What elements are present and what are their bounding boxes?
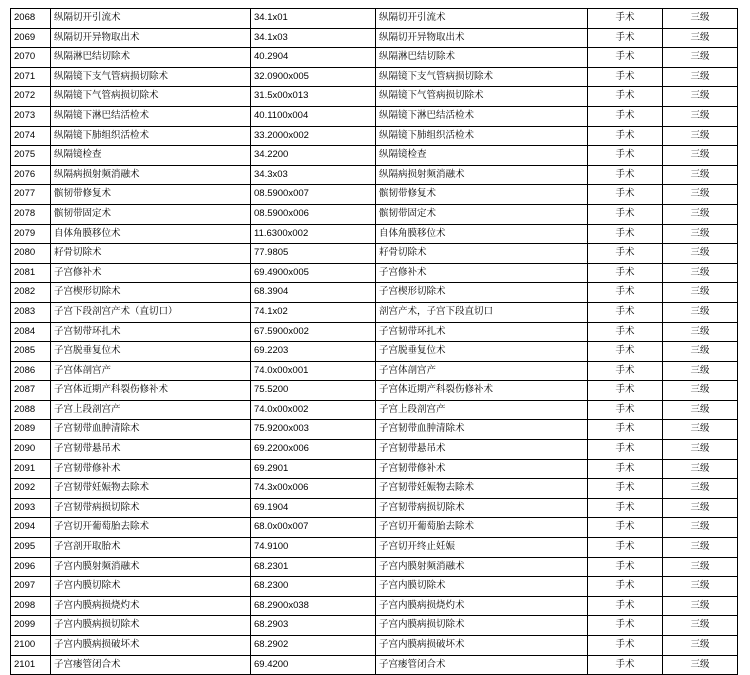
cell-level: 三级 [663,244,738,264]
table-row [11,538,738,558]
cell-level: 三级 [663,420,738,440]
cell-code: 74.1x02 [251,302,376,322]
cell-name: 自体角膜移位术 [51,224,251,244]
cell-alt-name: 子宫脱垂复位术 [376,342,588,362]
cell-level: 三级 [663,106,738,126]
cell-alt-name: 子宫楔形切除术 [376,283,588,303]
cell-code: 32.0900x005 [251,67,376,87]
cell-alt-name: 子宫修补术 [376,263,588,283]
cell-id: 2098 [11,596,51,616]
table-row [11,106,738,126]
cell-alt-name: 纵隔镜下肺组织活检术 [376,126,588,146]
cell-type: 手术 [588,518,663,538]
cell-type: 手术 [588,244,663,264]
cell-name: 子宫体剖宫产 [51,361,251,381]
cell-id: 2068 [11,9,51,29]
cell-alt-name: 子宫内膜病损切除术 [376,616,588,636]
cell-level: 三级 [663,67,738,87]
table-row [11,322,738,342]
cell-alt-name: 子宫韧带悬吊术 [376,440,588,460]
cell-type: 手术 [588,577,663,597]
cell-level: 三级 [663,48,738,68]
cell-id: 2095 [11,538,51,558]
cell-alt-name: 纵隔切开引流术 [376,9,588,29]
cell-level: 三级 [663,440,738,460]
table-row [11,224,738,244]
table-row [11,126,738,146]
cell-level: 三级 [663,557,738,577]
cell-id: 2085 [11,342,51,362]
cell-type: 手术 [588,204,663,224]
cell-type: 手术 [588,636,663,656]
cell-type: 手术 [588,655,663,675]
table-row [11,302,738,322]
cell-name: 子宫韧带悬吊术 [51,440,251,460]
cell-code: 68.2301 [251,557,376,577]
table-row [11,283,738,303]
table-row [11,636,738,656]
cell-level: 三级 [663,479,738,499]
cell-alt-name: 子宫切开终止妊娠 [376,538,588,558]
cell-level: 三级 [663,518,738,538]
cell-type: 手术 [588,146,663,166]
table-row [11,577,738,597]
cell-alt-name: 子宫体剖宫产 [376,361,588,381]
cell-id: 2076 [11,165,51,185]
cell-code: 74.9100 [251,538,376,558]
cell-name: 纵隔淋巴结切除术 [51,48,251,68]
cell-level: 三级 [663,322,738,342]
cell-type: 手术 [588,322,663,342]
cell-type: 手术 [588,596,663,616]
cell-type: 手术 [588,106,663,126]
cell-level: 三级 [663,577,738,597]
cell-name: 子宫内膜切除术 [51,577,251,597]
cell-name: 子宫修补术 [51,263,251,283]
cell-name: 髌韧带修复术 [51,185,251,205]
cell-id: 2075 [11,146,51,166]
table-row [11,263,738,283]
cell-alt-name: 纵隔镜下淋巴结活检术 [376,106,588,126]
cell-alt-name: 子宫内膜切除术 [376,577,588,597]
cell-name: 子宫体近期产科裂伤修补术 [51,381,251,401]
cell-level: 三级 [663,204,738,224]
table-row [11,67,738,87]
cell-type: 手术 [588,87,663,107]
cell-level: 三级 [663,636,738,656]
cell-code: 68.2900x038 [251,596,376,616]
cell-level: 三级 [663,655,738,675]
table-row [11,459,738,479]
table-row [11,655,738,675]
cell-id: 2090 [11,440,51,460]
table-row [11,440,738,460]
cell-code: 69.1904 [251,498,376,518]
cell-id: 2071 [11,67,51,87]
cell-id: 2101 [11,655,51,675]
cell-id: 2078 [11,204,51,224]
cell-alt-name: 子宫韧带血肿清除术 [376,420,588,440]
cell-alt-name: 子宫韧带病损切除术 [376,498,588,518]
table-row [11,479,738,499]
cell-level: 三级 [663,381,738,401]
cell-level: 三级 [663,263,738,283]
cell-type: 手术 [588,440,663,460]
cell-name: 子宫韧带妊娠物去除术 [51,479,251,499]
cell-name: 子宫剖开取胎术 [51,538,251,558]
cell-code: 40.2904 [251,48,376,68]
cell-id: 2072 [11,87,51,107]
cell-alt-name: 耔骨切除术 [376,244,588,264]
cell-name: 子宫内膜病损切除术 [51,616,251,636]
cell-type: 手术 [588,381,663,401]
cell-alt-name: 纵隔镜下支气管病损切除术 [376,67,588,87]
cell-level: 三级 [663,616,738,636]
table-row [11,28,738,48]
cell-id: 2096 [11,557,51,577]
cell-type: 手术 [588,302,663,322]
cell-type: 手术 [588,459,663,479]
table-row [11,557,738,577]
cell-alt-name: 子宫内膜射频消融术 [376,557,588,577]
cell-code: 40.1100x004 [251,106,376,126]
cell-id: 2086 [11,361,51,381]
cell-type: 手术 [588,498,663,518]
cell-code: 69.2200x006 [251,440,376,460]
cell-level: 三级 [663,342,738,362]
table-row [11,381,738,401]
table-row [11,165,738,185]
cell-name: 纵隔镜下气管病损切除术 [51,87,251,107]
cell-id: 2077 [11,185,51,205]
cell-code: 77.9805 [251,244,376,264]
cell-alt-name: 纵隔病损射频消融术 [376,165,588,185]
cell-id: 2082 [11,283,51,303]
cell-level: 三级 [663,28,738,48]
cell-id: 2081 [11,263,51,283]
cell-name: 子宫脱垂复位术 [51,342,251,362]
cell-alt-name: 子宫上段剖宫产 [376,400,588,420]
cell-id: 2074 [11,126,51,146]
cell-level: 三级 [663,146,738,166]
cell-level: 三级 [663,283,738,303]
cell-alt-name: 子宫韧带修补术 [376,459,588,479]
cell-name: 子宫内膜病损破坏术 [51,636,251,656]
cell-name: 子宫切开葡萄胎去除术 [51,518,251,538]
cell-type: 手术 [588,479,663,499]
cell-level: 三级 [663,87,738,107]
table-row [11,361,738,381]
table-row [11,244,738,264]
cell-id: 2080 [11,244,51,264]
cell-code: 33.2000x002 [251,126,376,146]
cell-name: 子宫韧带修补术 [51,459,251,479]
cell-alt-name: 髌韧带修复术 [376,185,588,205]
cell-id: 2099 [11,616,51,636]
cell-code: 68.2902 [251,636,376,656]
cell-level: 三级 [663,302,738,322]
cell-id: 2097 [11,577,51,597]
cell-id: 2092 [11,479,51,499]
table-row [11,204,738,224]
cell-alt-name: 子宫内膜病损烧灼术 [376,596,588,616]
cell-name: 子宫瘘管闭合术 [51,655,251,675]
cell-code: 34.2200 [251,146,376,166]
cell-name: 子宫韧带病损切除术 [51,498,251,518]
cell-level: 三级 [663,126,738,146]
cell-type: 手术 [588,283,663,303]
cell-code: 34.1x01 [251,9,376,29]
cell-level: 三级 [663,400,738,420]
cell-level: 三级 [663,9,738,29]
cell-type: 手术 [588,224,663,244]
table-row [11,616,738,636]
cell-code: 74.0x00x002 [251,400,376,420]
cell-name: 纵隔病损射频消融术 [51,165,251,185]
cell-alt-name: 纵隔镜检查 [376,146,588,166]
cell-code: 34.1x03 [251,28,376,48]
cell-id: 2084 [11,322,51,342]
cell-code: 69.4900x005 [251,263,376,283]
cell-name: 子宫内膜射频消融术 [51,557,251,577]
cell-code: 75.5200 [251,381,376,401]
cell-alt-name: 纵隔镜下气管病损切除术 [376,87,588,107]
cell-name: 子宫楔形切除术 [51,283,251,303]
cell-code: 68.0x00x007 [251,518,376,538]
cell-alt-name: 纵隔切开异物取出术 [376,28,588,48]
cell-alt-name: 纵隔淋巴结切除术 [376,48,588,68]
cell-name: 子宫内膜病损烧灼术 [51,596,251,616]
cell-id: 2094 [11,518,51,538]
cell-id: 2070 [11,48,51,68]
cell-type: 手术 [588,557,663,577]
cell-type: 手术 [588,185,663,205]
cell-id: 2079 [11,224,51,244]
cell-level: 三级 [663,498,738,518]
cell-name: 子宫下段剖宫产术（直切口） [51,302,251,322]
cell-alt-name: 子宫韧带环扎术 [376,322,588,342]
table-row [11,87,738,107]
cell-code: 08.5900x007 [251,185,376,205]
cell-code: 75.9200x003 [251,420,376,440]
cell-name: 子宫上段剖宫产 [51,400,251,420]
table-body [11,9,738,675]
cell-id: 2093 [11,498,51,518]
cell-type: 手术 [588,9,663,29]
cell-id: 2073 [11,106,51,126]
cell-level: 三级 [663,224,738,244]
cell-code: 69.2901 [251,459,376,479]
cell-name: 子宫韧带环扎术 [51,322,251,342]
table-row [11,498,738,518]
cell-id: 2091 [11,459,51,479]
cell-name: 纵隔镜下支气管病损切除术 [51,67,251,87]
cell-type: 手术 [588,48,663,68]
cell-type: 手术 [588,263,663,283]
procedure-table [10,8,738,675]
cell-type: 手术 [588,400,663,420]
cell-alt-name: 子宫体近期产科裂伤修补术 [376,381,588,401]
cell-id: 2083 [11,302,51,322]
cell-alt-name: 髌韧带固定术 [376,204,588,224]
cell-id: 2087 [11,381,51,401]
cell-name: 纵隔镜下肺组织活检术 [51,126,251,146]
cell-name: 髌韧带固定术 [51,204,251,224]
cell-alt-name: 剖宫产术，子宫下段直切口 [376,302,588,322]
cell-type: 手术 [588,361,663,381]
table-row [11,146,738,166]
cell-type: 手术 [588,28,663,48]
cell-code: 74.0x00x001 [251,361,376,381]
cell-level: 三级 [663,361,738,381]
cell-id: 2100 [11,636,51,656]
cell-type: 手术 [588,342,663,362]
cell-name: 子宫韧带血肿清除术 [51,420,251,440]
cell-code: 74.3x00x006 [251,479,376,499]
cell-alt-name: 子宫韧带妊娠物去除术 [376,479,588,499]
cell-level: 三级 [663,165,738,185]
cell-id: 2089 [11,420,51,440]
table-row [11,596,738,616]
cell-name: 纵隔镜下淋巴结活检术 [51,106,251,126]
table-row [11,420,738,440]
cell-level: 三级 [663,185,738,205]
cell-id: 2069 [11,28,51,48]
cell-type: 手术 [588,420,663,440]
cell-alt-name: 子宫切开葡萄胎去除术 [376,518,588,538]
table-row [11,9,738,29]
cell-type: 手术 [588,538,663,558]
cell-name: 纵隔镜检查 [51,146,251,166]
cell-type: 手术 [588,165,663,185]
cell-name: 纵隔切开引流术 [51,9,251,29]
cell-alt-name: 自体角膜移位术 [376,224,588,244]
cell-code: 68.2300 [251,577,376,597]
table-row [11,518,738,538]
table-row [11,48,738,68]
table-row [11,400,738,420]
cell-code: 11.6300x002 [251,224,376,244]
cell-code: 31.5x00x013 [251,87,376,107]
cell-code: 67.5900x002 [251,322,376,342]
cell-type: 手术 [588,67,663,87]
cell-type: 手术 [588,126,663,146]
cell-alt-name: 子宫瘘管闭合术 [376,655,588,675]
table-row [11,185,738,205]
cell-code: 08.5900x006 [251,204,376,224]
cell-alt-name: 子宫内膜病损破坏术 [376,636,588,656]
cell-level: 三级 [663,538,738,558]
cell-id: 2088 [11,400,51,420]
cell-level: 三级 [663,596,738,616]
cell-name: 纵隔切开异物取出术 [51,28,251,48]
cell-code: 68.2903 [251,616,376,636]
table-row [11,342,738,362]
cell-code: 34.3x03 [251,165,376,185]
cell-code: 69.4200 [251,655,376,675]
cell-code: 69.2203 [251,342,376,362]
cell-level: 三级 [663,459,738,479]
cell-code: 68.3904 [251,283,376,303]
cell-type: 手术 [588,616,663,636]
cell-name: 耔骨切除术 [51,244,251,264]
